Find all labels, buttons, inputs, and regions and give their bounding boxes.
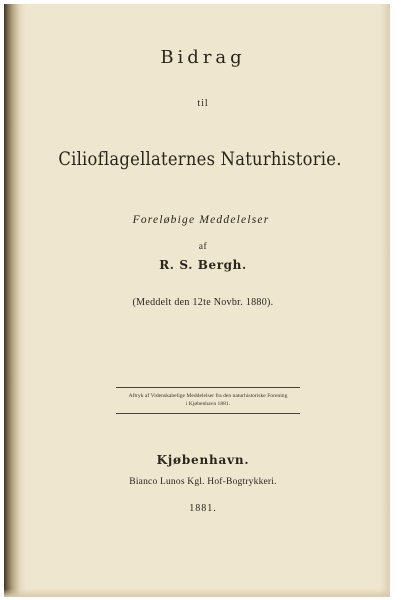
author-name: R. S. Bergh. <box>159 258 247 272</box>
main-title: Cilioflagellaternes Naturhistorie. <box>58 148 342 170</box>
page-bottom-edge <box>4 589 390 597</box>
publication-place: Kjøbenhavn. <box>156 453 250 467</box>
note-rule-top <box>116 387 300 388</box>
communication-date: (Meddelt den 12te Novbr. 1880). <box>132 297 274 308</box>
offprint-note-line-1: Aftryk af Videnskabelige Meddelelser fra den naturhistoriske Forening <box>128 393 288 399</box>
title-connector: til <box>197 98 209 109</box>
subtitle: Foreløbige Meddelelser <box>132 214 270 226</box>
note-rule-bottom <box>116 413 300 414</box>
by-label: af <box>198 242 208 252</box>
title-page <box>4 4 390 597</box>
document-title: Bidrag <box>160 47 246 68</box>
publication-year: 1881. <box>189 503 217 514</box>
offprint-note-line-2: i Kjøbenhavn 1881. <box>185 401 231 407</box>
printer-name: Bianco Lunos Kgl. Hof-Bogtrykkeri. <box>129 477 277 487</box>
